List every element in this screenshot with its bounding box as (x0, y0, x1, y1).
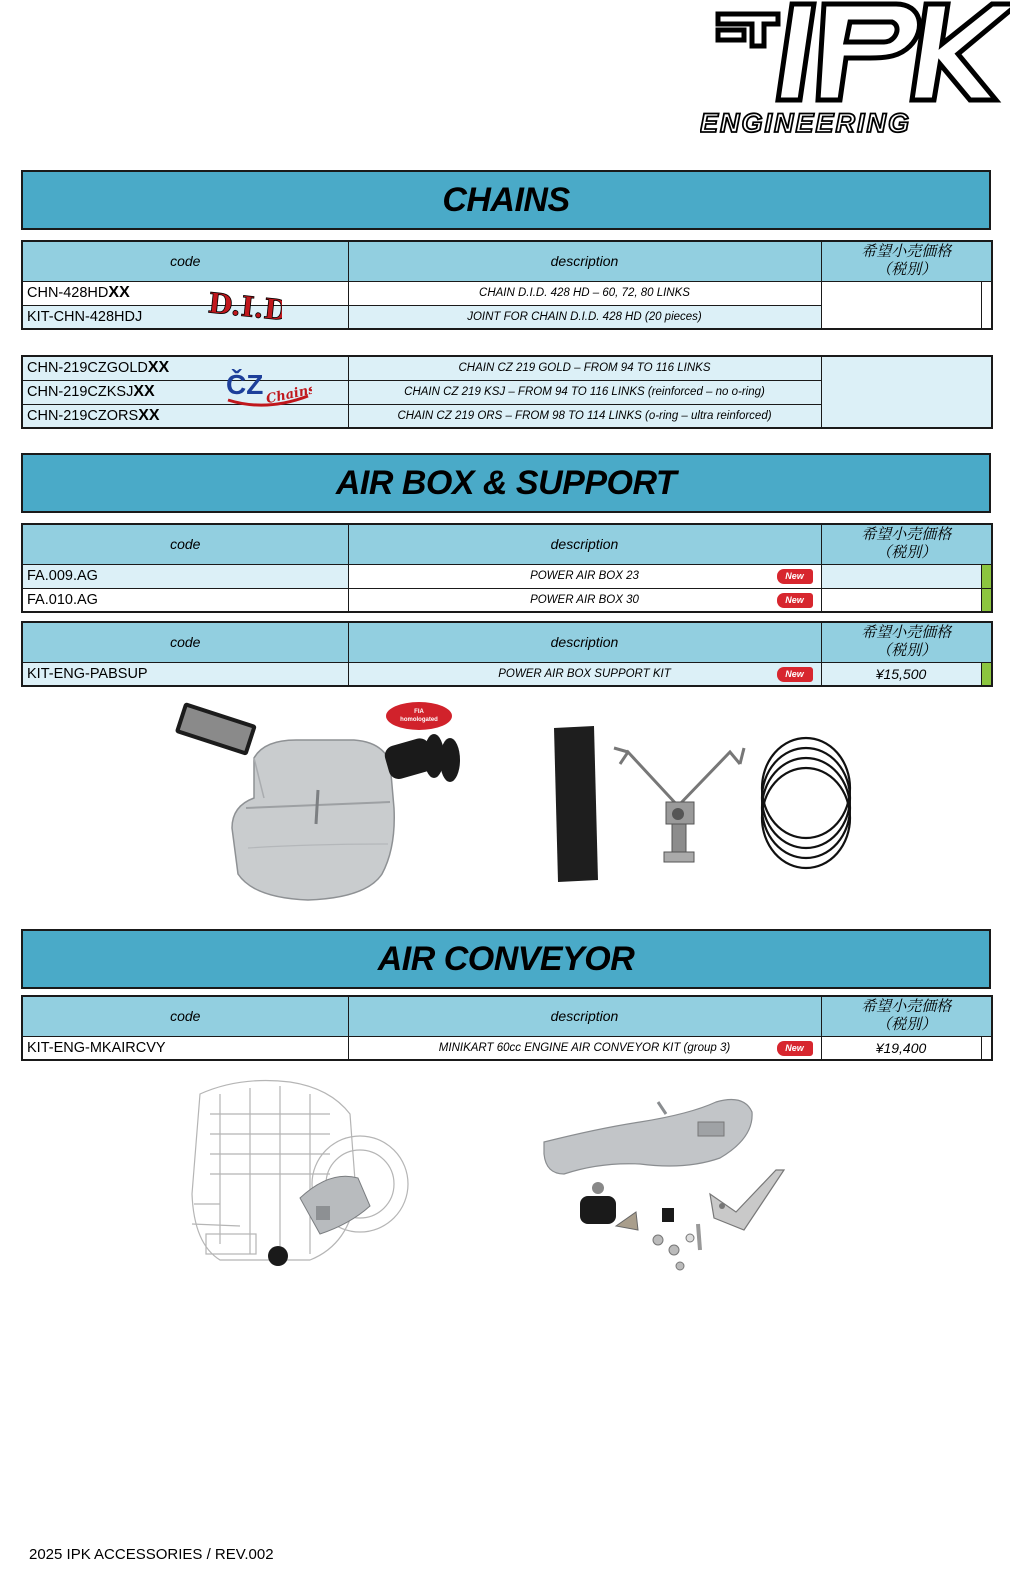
col-header-price: 希望小売価格 （税別） (821, 622, 992, 662)
cz-chains-brand-logo (226, 366, 312, 414)
section-title: CHAINS (442, 180, 570, 219)
air-conveyor-kit-photo (540, 1094, 790, 1274)
table-row (22, 281, 992, 305)
product-code: KIT-ENG-MKAIRCVY (22, 1036, 348, 1060)
product-price (821, 588, 981, 612)
product-description: CHAIN CZ 219 KSJ – FROM 94 TO 116 LINKS (reinforced – no o-ring) (348, 380, 821, 404)
table-row (22, 564, 992, 588)
chains-cz-table (21, 355, 993, 429)
product-price (821, 564, 981, 588)
new-badge: New (777, 593, 813, 608)
status-cell (981, 1036, 992, 1060)
logo-subtext: ENGINEERING (700, 108, 912, 138)
section-header-chains (21, 170, 991, 230)
stock-indicator (981, 564, 992, 588)
engine-with-conveyor-drawing (180, 1074, 420, 1272)
product-code: KIT-ENG-PABSUP (22, 662, 348, 686)
table-header-row (22, 996, 992, 1036)
col-header-price: 希望小売価格 （税別） (821, 996, 992, 1036)
col-header-description: description (348, 241, 821, 281)
col-header-description: description (348, 524, 821, 564)
col-header-price: 希望小売価格 （税別） (821, 524, 992, 564)
did-brand-logo (206, 286, 282, 328)
col-header-code: code (22, 996, 348, 1036)
footer-text: 2025 IPK ACCESSORIES / REV.002 (29, 1546, 274, 1563)
svg-text:D.I.D: D.I.D (206, 286, 282, 328)
product-description: CHAIN D.I.D. 428 HD – 60, 72, 80 LINKS (348, 281, 821, 305)
product-code: FA.009.AG (22, 564, 348, 588)
product-description: MINIKART 60cc ENGINE AIR CONVEYOR KIT (group 3) New (348, 1036, 821, 1060)
product-code: CHN-219CZKSJXX (22, 380, 348, 404)
product-code: CHN-219CZGOLDXX (22, 356, 348, 380)
table-header-row (22, 524, 992, 564)
airbox-table (21, 523, 993, 613)
chains-did-table (21, 240, 993, 330)
new-badge: New (777, 569, 813, 584)
product-description: POWER AIR BOX SUPPORT KIT New (348, 662, 821, 686)
product-description: CHAIN CZ 219 ORS – FROM 98 TO 114 LINKS (o-ring – ultra reinforced) (348, 404, 821, 428)
product-description: POWER AIR BOX 30 New (348, 588, 821, 612)
table-row (22, 662, 992, 686)
product-price: ¥15,500 (821, 662, 981, 686)
product-description: CHAIN CZ 219 GOLD – FROM 94 TO 116 LINKS (348, 356, 821, 380)
table-row (22, 1036, 992, 1060)
col-header-description: description (348, 622, 821, 662)
table-header-row (22, 622, 992, 662)
section-header-airbox (21, 453, 991, 513)
power-air-box-photo (168, 698, 468, 904)
conveyor-table (21, 995, 993, 1061)
col-header-price: 希望小売価格 （税別） (821, 241, 992, 281)
product-code: KIT-CHN-428HDJ (22, 305, 348, 329)
product-code: FA.010.AG (22, 588, 348, 612)
stock-indicator (981, 588, 992, 612)
product-code: CHN-219CZORSXX (22, 404, 348, 428)
section-header-conveyor (21, 929, 991, 989)
svg-text:homologated: homologated (400, 717, 438, 723)
product-price: ¥19,400 (821, 1036, 981, 1060)
table-row (22, 588, 992, 612)
col-header-code: code (22, 622, 348, 662)
svg-text:Chains: Chains (264, 382, 312, 408)
section-title: AIR BOX & SUPPORT (335, 463, 677, 502)
product-price (821, 356, 992, 428)
product-code: CHN-428HDXX (22, 281, 348, 305)
air-box-support-kit-photo (548, 718, 860, 888)
section-title: AIR CONVEYOR (377, 939, 635, 978)
product-description: POWER AIR BOX 23 New (348, 564, 821, 588)
svg-text:FIA: FIA (414, 709, 424, 715)
product-price (821, 281, 981, 329)
new-badge: New (777, 1041, 813, 1056)
svg-text:ČZ: ČZ (226, 369, 264, 400)
table-header-row (22, 241, 992, 281)
col-header-description: description (348, 996, 821, 1036)
status-cell (981, 281, 992, 329)
col-header-code: code (22, 524, 348, 564)
new-badge: New (777, 667, 813, 682)
col-header-code: code (22, 241, 348, 281)
airbox-support-table (21, 621, 993, 687)
ipk-engineering-logo (700, 0, 1010, 140)
stock-indicator (981, 662, 992, 686)
product-description: JOINT FOR CHAIN D.I.D. 428 HD (20 pieces) (348, 305, 821, 329)
table-row (22, 356, 992, 380)
